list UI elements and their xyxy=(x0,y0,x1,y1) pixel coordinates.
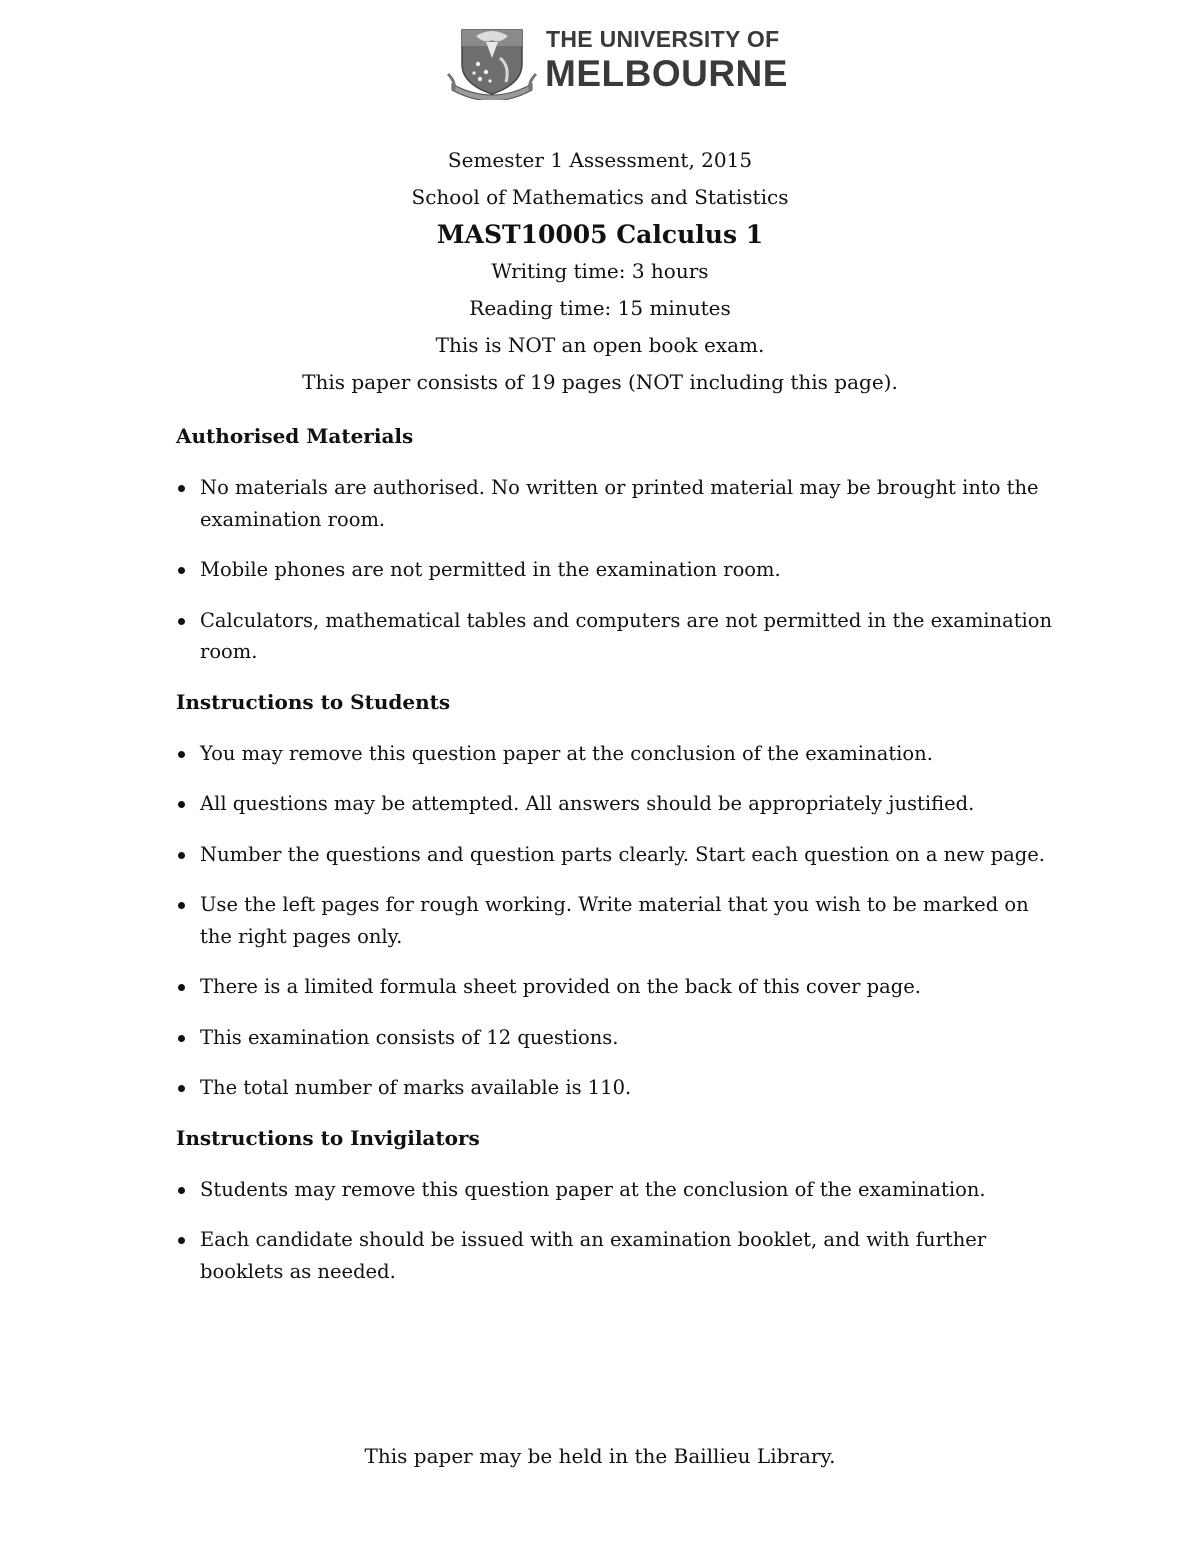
section-heading-authorised-materials: Authorised Materials xyxy=(176,424,414,448)
course-title: MAST10005 Calculus 1 xyxy=(436,220,764,249)
list-item-text: No materials are authorised. No written or printed material may be brought into the examination room. xyxy=(200,476,1039,531)
bullet-icon xyxy=(178,902,185,909)
list-item xyxy=(176,1174,1066,1206)
bullet-icon xyxy=(178,618,185,625)
list-item xyxy=(176,788,1066,820)
bullet-icon xyxy=(178,1237,185,1244)
bullet-icon xyxy=(178,984,185,991)
open-book-notice: This is NOT an open book exam. xyxy=(435,333,765,357)
list-item-text: Use the left pages for rough working. Write material that you wish to be marked on the right pages only. xyxy=(200,893,1029,948)
exam-title-block xyxy=(0,142,1200,401)
school-line: School of Mathematics and Statistics xyxy=(411,185,789,209)
university-crest-icon xyxy=(446,24,538,100)
semester-line: Semester 1 Assessment, 2015 xyxy=(447,148,753,172)
list-item xyxy=(176,889,1066,952)
list-item-text: Mobile phones are not permitted in the examination room. xyxy=(200,558,781,581)
list-item-text: Students may remove this question paper at the conclusion of the examination. xyxy=(200,1177,986,1201)
university-logo xyxy=(446,24,788,100)
bullet-icon xyxy=(178,751,185,758)
list-item-text: There is a limited formula sheet provided on the back of this cover page. xyxy=(200,975,921,998)
instructions-students-list xyxy=(176,738,1066,1104)
list-item xyxy=(176,738,1066,770)
list-item-text: Each candidate should be issued with an examination booklet, and with further booklets as needed. xyxy=(200,1228,987,1283)
bullet-icon xyxy=(178,485,185,492)
bullet-icon xyxy=(178,1035,185,1042)
writing-time: Writing time: 3 hours xyxy=(491,259,709,283)
reading-time: Reading time: 15 minutes xyxy=(469,296,731,320)
bullet-icon xyxy=(178,567,185,574)
bullet-icon xyxy=(178,1187,185,1194)
list-item xyxy=(176,971,1066,1003)
section-heading-instructions-invigilators: Instructions to Invigilators xyxy=(176,1125,480,1150)
list-item-text: This examination consists of 12 questions. xyxy=(200,1025,619,1049)
instructions-content xyxy=(176,420,1066,1287)
section-heading-instructions-students: Instructions to Students xyxy=(176,689,451,714)
library-notice: This paper may be held in the Baillieu Library. xyxy=(364,1444,836,1468)
page-count-notice: This paper consists of 19 pages (NOT including this page). xyxy=(302,370,898,394)
list-item xyxy=(176,839,1066,871)
list-item xyxy=(176,554,1066,586)
list-item-text: You may remove this question paper at the conclusion of the examination. xyxy=(200,741,933,765)
logo-text-line2: MELBOURNE xyxy=(545,53,788,94)
instructions-invigilators-list xyxy=(176,1174,1066,1288)
list-item-text: Calculators, mathematical tables and computers are not permitted in the examination room. xyxy=(200,608,1053,663)
list-item xyxy=(176,1224,1066,1287)
list-item xyxy=(176,472,1066,535)
list-item-text: Number the questions and question parts clearly. Start each question on a new page. xyxy=(200,842,1045,866)
list-item xyxy=(176,605,1066,668)
list-item-text: All questions may be attempted. All answers should be appropriately justified. xyxy=(200,792,975,815)
bullet-icon xyxy=(178,852,185,859)
authorised-materials-list xyxy=(176,472,1066,668)
bullet-icon xyxy=(178,801,185,808)
list-item-text: The total number of marks available is 110. xyxy=(200,1076,632,1099)
logo-text-line1: THE UNIVERSITY OF xyxy=(546,26,780,52)
bullet-icon xyxy=(178,1085,185,1092)
list-item xyxy=(176,1022,1066,1054)
list-item xyxy=(176,1072,1066,1104)
